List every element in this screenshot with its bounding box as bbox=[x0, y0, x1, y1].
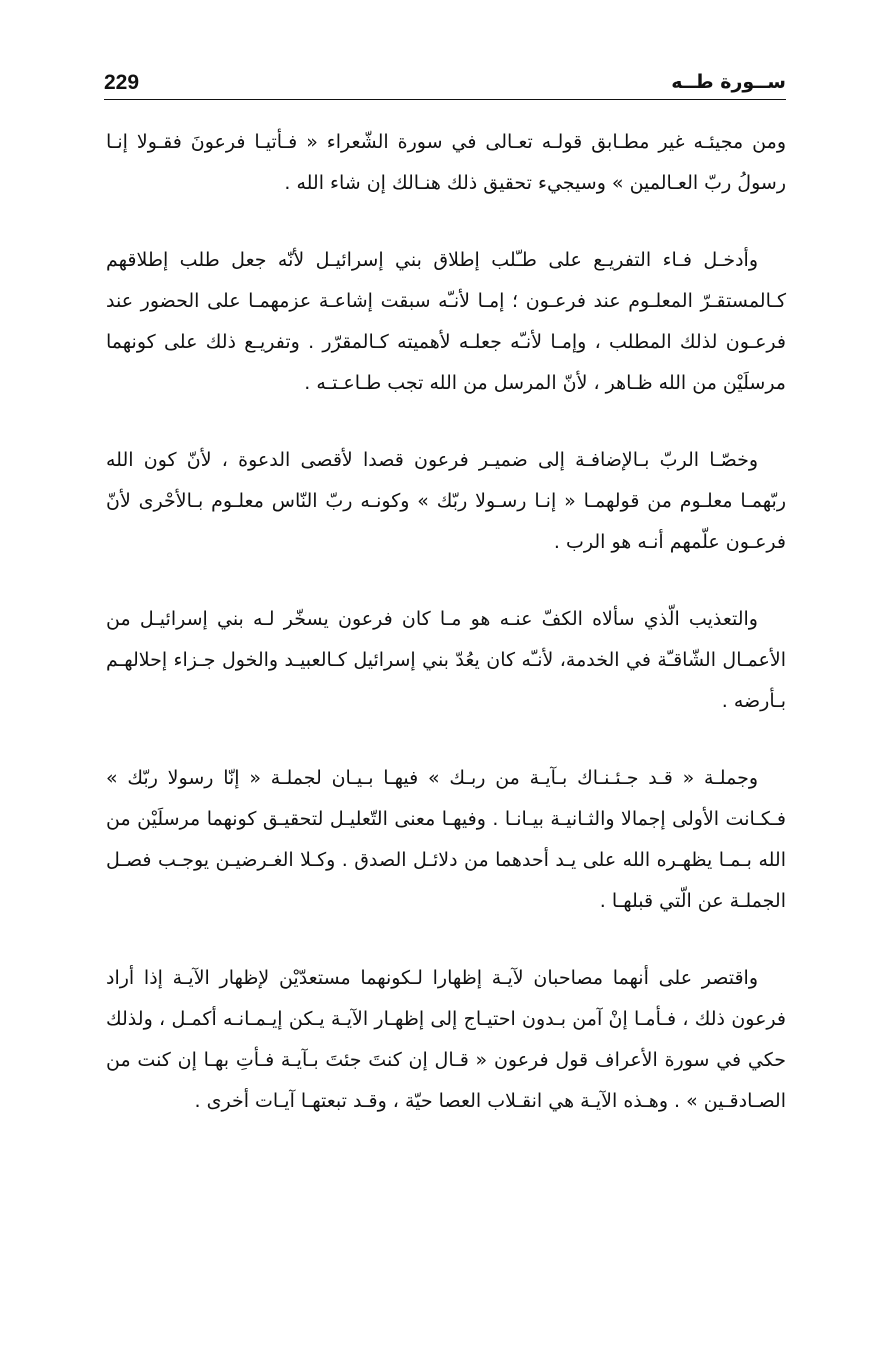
paragraph-1: ومن مجيئـه غير مطـابق قولـه تعـالى في سورة الشّعراء « فـأتيـا فرعونَ فقـولا إنـا رسولُ ربّ العـالمين » وسيجيء تحقيق ذلك هنـالك إن شاء الله . bbox=[106, 131, 786, 194]
paragraph-6: واقتصر على أنهما مصاحبان لآيـة إظهارا لـكونهما مستعدّيْن لإظهار الآيـة إذا أراد فرعون ذلك ، فـأمـا إنْ آمن بـدون احتيـاج إلى إظهـار الآيـة يـكن إيـمـانـه أكمـل ، ولذلك حكي في سورة الأعراف قول فرعون « قـال إن كنتَ جئتَ بـآيـة فـأتِ بهـا إن كنت من الصـادقـين » . وهـذه الآيـة هي انقـلاب العصا حيّة ، وقـد تبعتهـا آيـات أخرى . bbox=[106, 967, 786, 1112]
page-number: 229 bbox=[104, 71, 140, 94]
page-body bbox=[106, 122, 786, 1158]
header-divider bbox=[104, 99, 786, 100]
paragraph-2: وأدخـل فـاء التفريـع على طـّلب إطلاق بني إسرائيـل لأنّه جعل طلب إطلاقهم كـالمستقـرّ المعلـوم عند فرعـون ؛ إمـا لأنـّه سبقت إشاعـة عزمهمـا على الحضور عند فرعـون لذلك المطلب ، وإمـا لأنـّه جعلـه لأهميته كـالمقرّر . وتفريـع ذلك على كونهما مرسلَيْن من الله ظـاهر ، لأنّ المرسل من الله تجب طـاعـتـه . bbox=[106, 249, 786, 394]
running-title: ســورة طــه bbox=[671, 71, 786, 93]
paragraph-3: وخصّـا الربّ بـالإضافـة إلى ضميـر فرعون قصدا لأقصى الدعوة ، لأنّ كون الله ربّهمـا معلـوم من قولهمـا « إنـا رسـولا ربّك » وكونـه ربّ النّاس معلـوم بـالأحْرى لأنّ فرعـون علّمهم أنـه هو الرب . bbox=[106, 449, 786, 553]
paragraph-5: وجملـة « قـد جـئـنـاك بـآيـة من ربـك » فيهـا بـيـان لجملـة « إنّا رسولا ربّك » فـكـانت الأولى إجمالا والثـانيـة بيـانـا . وفيهـا معنى التّعليـل لتحقيـق كونهما مرسلَيْن من الله بـمـا يظهـره الله على يـد أحدهما من دلائـل الصدق . وكـلا الغـرضيـن يوجـب فصـل الجملـة عن الّتي قبلهـا . bbox=[106, 767, 786, 912]
page-header bbox=[104, 66, 786, 100]
paragraph-4: والتعذيب الّذي سألاه الكفّ عنـه هو مـا كان فرعون يسخّر لـه بني إسرائيـل من الأعمـال الشّاقـّة في الخدمة، لأنـّه كان يعُدّ بني إسرائيل كـالعبيـد والخول جـزاء إحلالهـم بـأرضه . bbox=[106, 608, 786, 712]
